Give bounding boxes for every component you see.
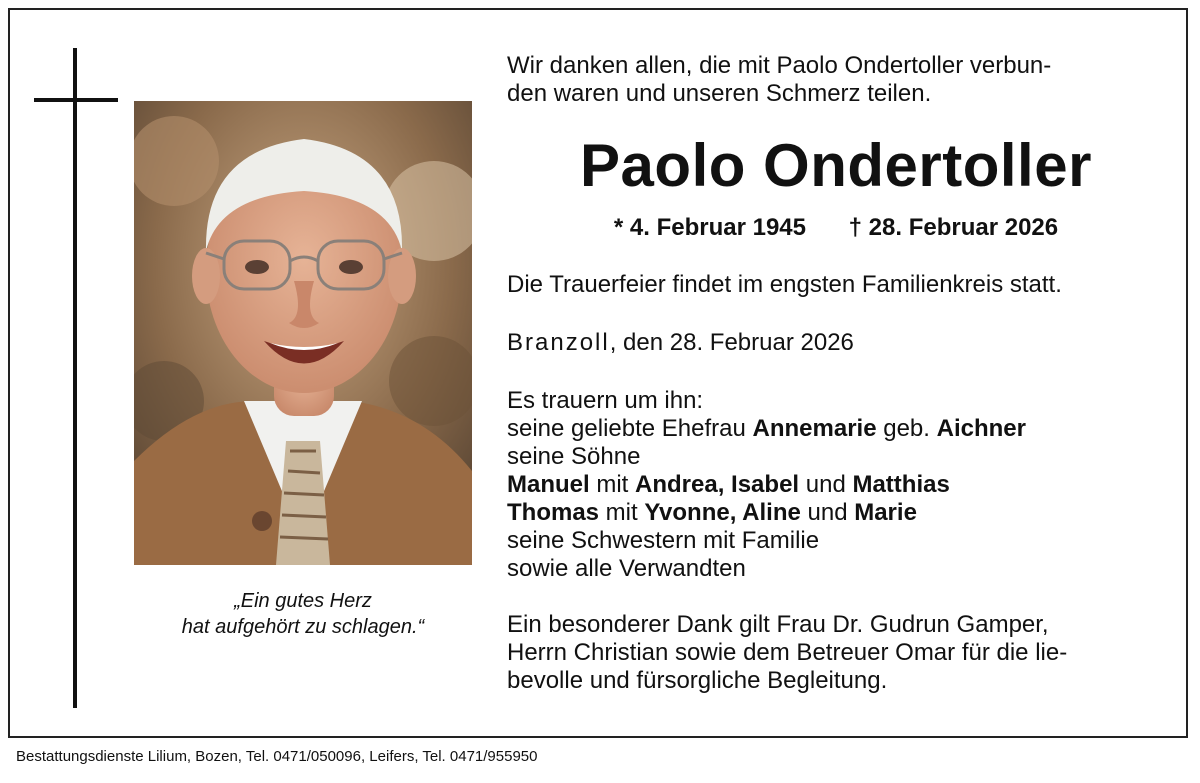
thanks-line-1: Wir danken allen, die mit Paolo Ondertoller verbun- (507, 52, 1052, 79)
cross-bar-icon (34, 98, 118, 102)
wife-maiden-name: Aichner (936, 415, 1026, 442)
son-1-mit: mit (589, 471, 636, 498)
wife-mid: geb. (876, 415, 937, 442)
son-1-family: Andrea, Isabel (635, 471, 800, 498)
son-2-family: Yvonne, Aline (644, 499, 801, 526)
cross-icon (73, 48, 77, 708)
place-date-text: , den 28. Februar 2026 (609, 329, 854, 356)
thanks-line-2: den waren und unseren Schmerz teilen. (507, 80, 932, 107)
deceased-name: Paolo Ondertoller (580, 132, 1092, 199)
obituary-text (507, 52, 1165, 695)
funeral-service-footer: Bestattungsdienste Lilium, Bozen, Tel. 0471/050096, Leifers, Tel. 0471/955950 (16, 748, 538, 765)
mourner-relatives: sowie alle Verwandten (507, 555, 746, 582)
special-thanks-line-2: Herrn Christian sowie dem Betreuer Omar für die lie- (507, 639, 1068, 666)
son-2-name: Thomas (507, 499, 600, 526)
mourner-son-2 (507, 499, 1165, 527)
place-date (507, 329, 1165, 357)
quote (134, 588, 472, 640)
thanks-paragraph (507, 52, 1165, 108)
death-date: † 28. Februar 2026 (848, 214, 1059, 241)
wife-prefix: seine geliebte Ehefrau (507, 415, 753, 442)
son-1-und: und (799, 471, 853, 498)
ceremony-notice: Die Trauerfeier findet im engsten Familienkreis statt. (507, 271, 1062, 298)
special-thanks (507, 611, 1165, 695)
quote-line-2: hat aufgehört zu schlagen.“ (181, 616, 425, 638)
wife-name: Annemarie (752, 415, 877, 442)
quote-line-1: „Ein gutes Herz (234, 590, 372, 612)
son-2-child: Marie (854, 499, 917, 526)
place-town: Branzoll (507, 329, 610, 356)
mourners-list (507, 387, 1165, 583)
mourner-sisters: seine Schwestern mit Familie (507, 527, 820, 554)
son-1-child: Matthias (852, 471, 950, 498)
son-1-name: Manuel (507, 471, 590, 498)
special-thanks-line-3: bevolle und fürsorgliche Begleitung. (507, 667, 888, 694)
birth-date: * 4. Februar 1945 (613, 214, 806, 241)
mourner-son-1 (507, 471, 1165, 499)
mourner-wife (507, 415, 1165, 443)
son-2-und: und (800, 499, 855, 526)
special-thanks-line-1: Ein besonderer Dank gilt Frau Dr. Gudrun Gamper, (507, 611, 1049, 638)
son-2-mit: mit (599, 499, 645, 526)
mourners-intro: Es trauern um ihn: (507, 387, 704, 414)
life-dates (507, 213, 1165, 243)
sons-intro: seine Söhne (507, 443, 641, 470)
portrait-photo (134, 101, 472, 565)
